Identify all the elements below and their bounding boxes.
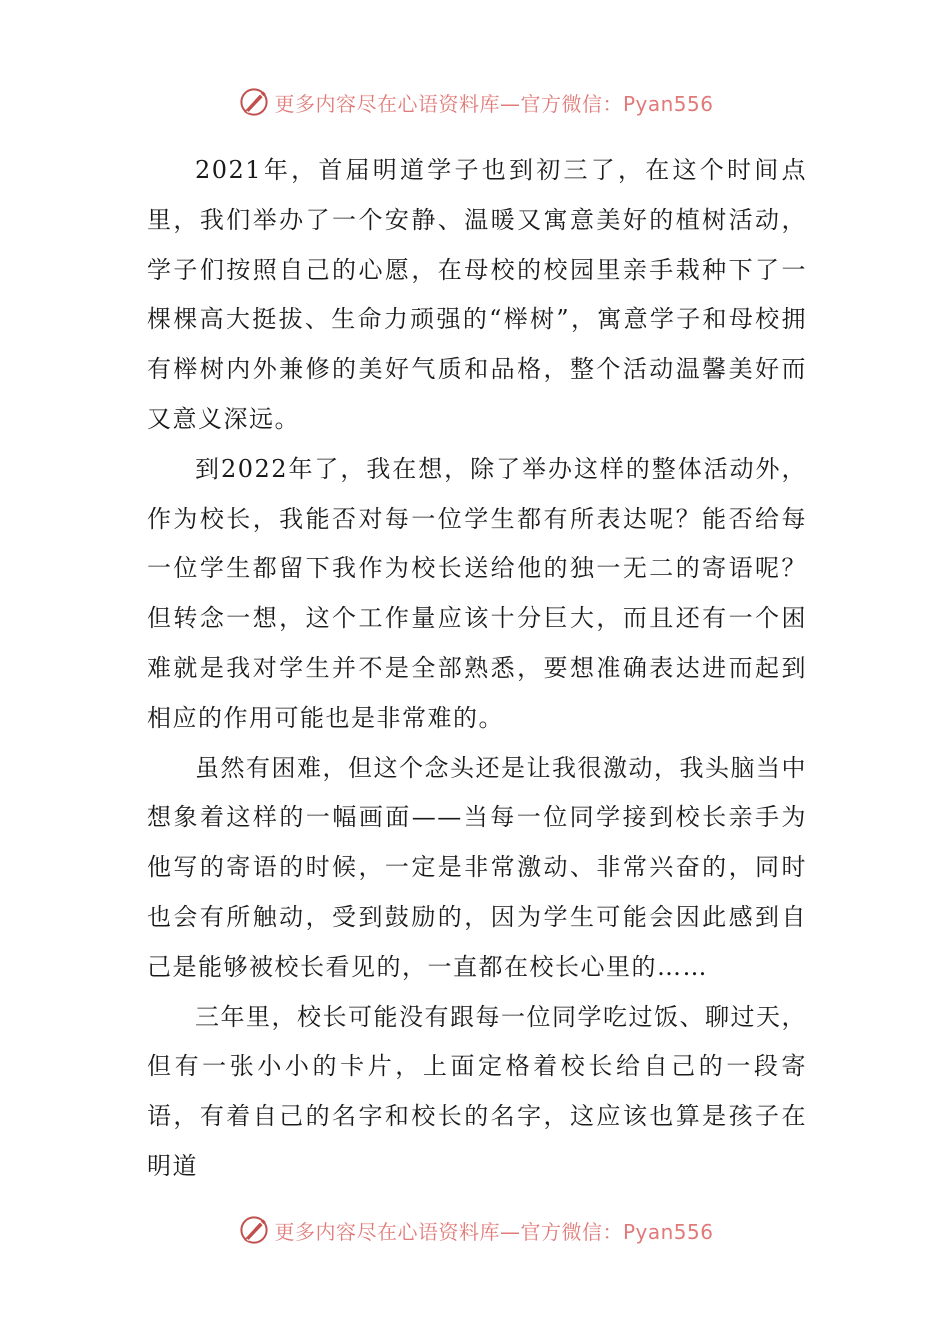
paragraph-2: 到2022年了，我在想，除了举办这样的整体活动外，作为校长，我能否对每一位学生都有所表达呢？能否给每一位学生都留下我作为校长送给他的独一无二的寄语呢？但转念一想，这个工作量应该十分巨大，而且还有一个困难就是我对学生并不是全部熟悉，要想准确表达进而起到相应的作用可能也是非常难的。: [147, 454, 807, 732]
watermark-text: 更多内容尽在心语资料库—官方微信：Pyan556: [274, 1219, 714, 1244]
paragraph-3: 虽然有困难，但这个念头还是让我很激动，我头脑当中想象着这样的一幅画面——当每一位同学接到校长亲手为他写的寄语的时候，一定是非常激动、非常兴奋的，同时也会有所触动，受到鼓励的，因为学生可能会因此感到自己是能够被校长看见的，一直都在校长心里的……: [147, 753, 807, 981]
watermark-text: 更多内容尽在心语资料库—官方微信：Pyan556: [274, 91, 714, 116]
quill-pen-logo-icon: [236, 1212, 272, 1248]
quill-pen-logo-icon: [236, 84, 272, 120]
paragraph-1: 2021年，首届明道学子也到初三了，在这个时间点里，我们举办了一个安静、温暖又寓意美好的植树活动，学子们按照自己的心愿，在母校的校园里亲手栽种下了一棵棵高大挺拔、生命力顽强的“榉树”，寓意学子和母校拥有榉树内外兼修的美好气质和品格，整个活动温馨美好而又意义深远。: [147, 156, 807, 433]
footer-watermark: [0, 1210, 950, 1250]
header-watermark: [0, 82, 950, 122]
paragraph-4: 三年里，校长可能没有跟每一位同学吃过饭、聊过天，但有一张小小的卡片，上面定格着校长给自己的一段寄语，有着自己的名字和校长的名字，这应该也算是孩子在明道: [147, 1002, 807, 1180]
document-body: [147, 146, 807, 1192]
